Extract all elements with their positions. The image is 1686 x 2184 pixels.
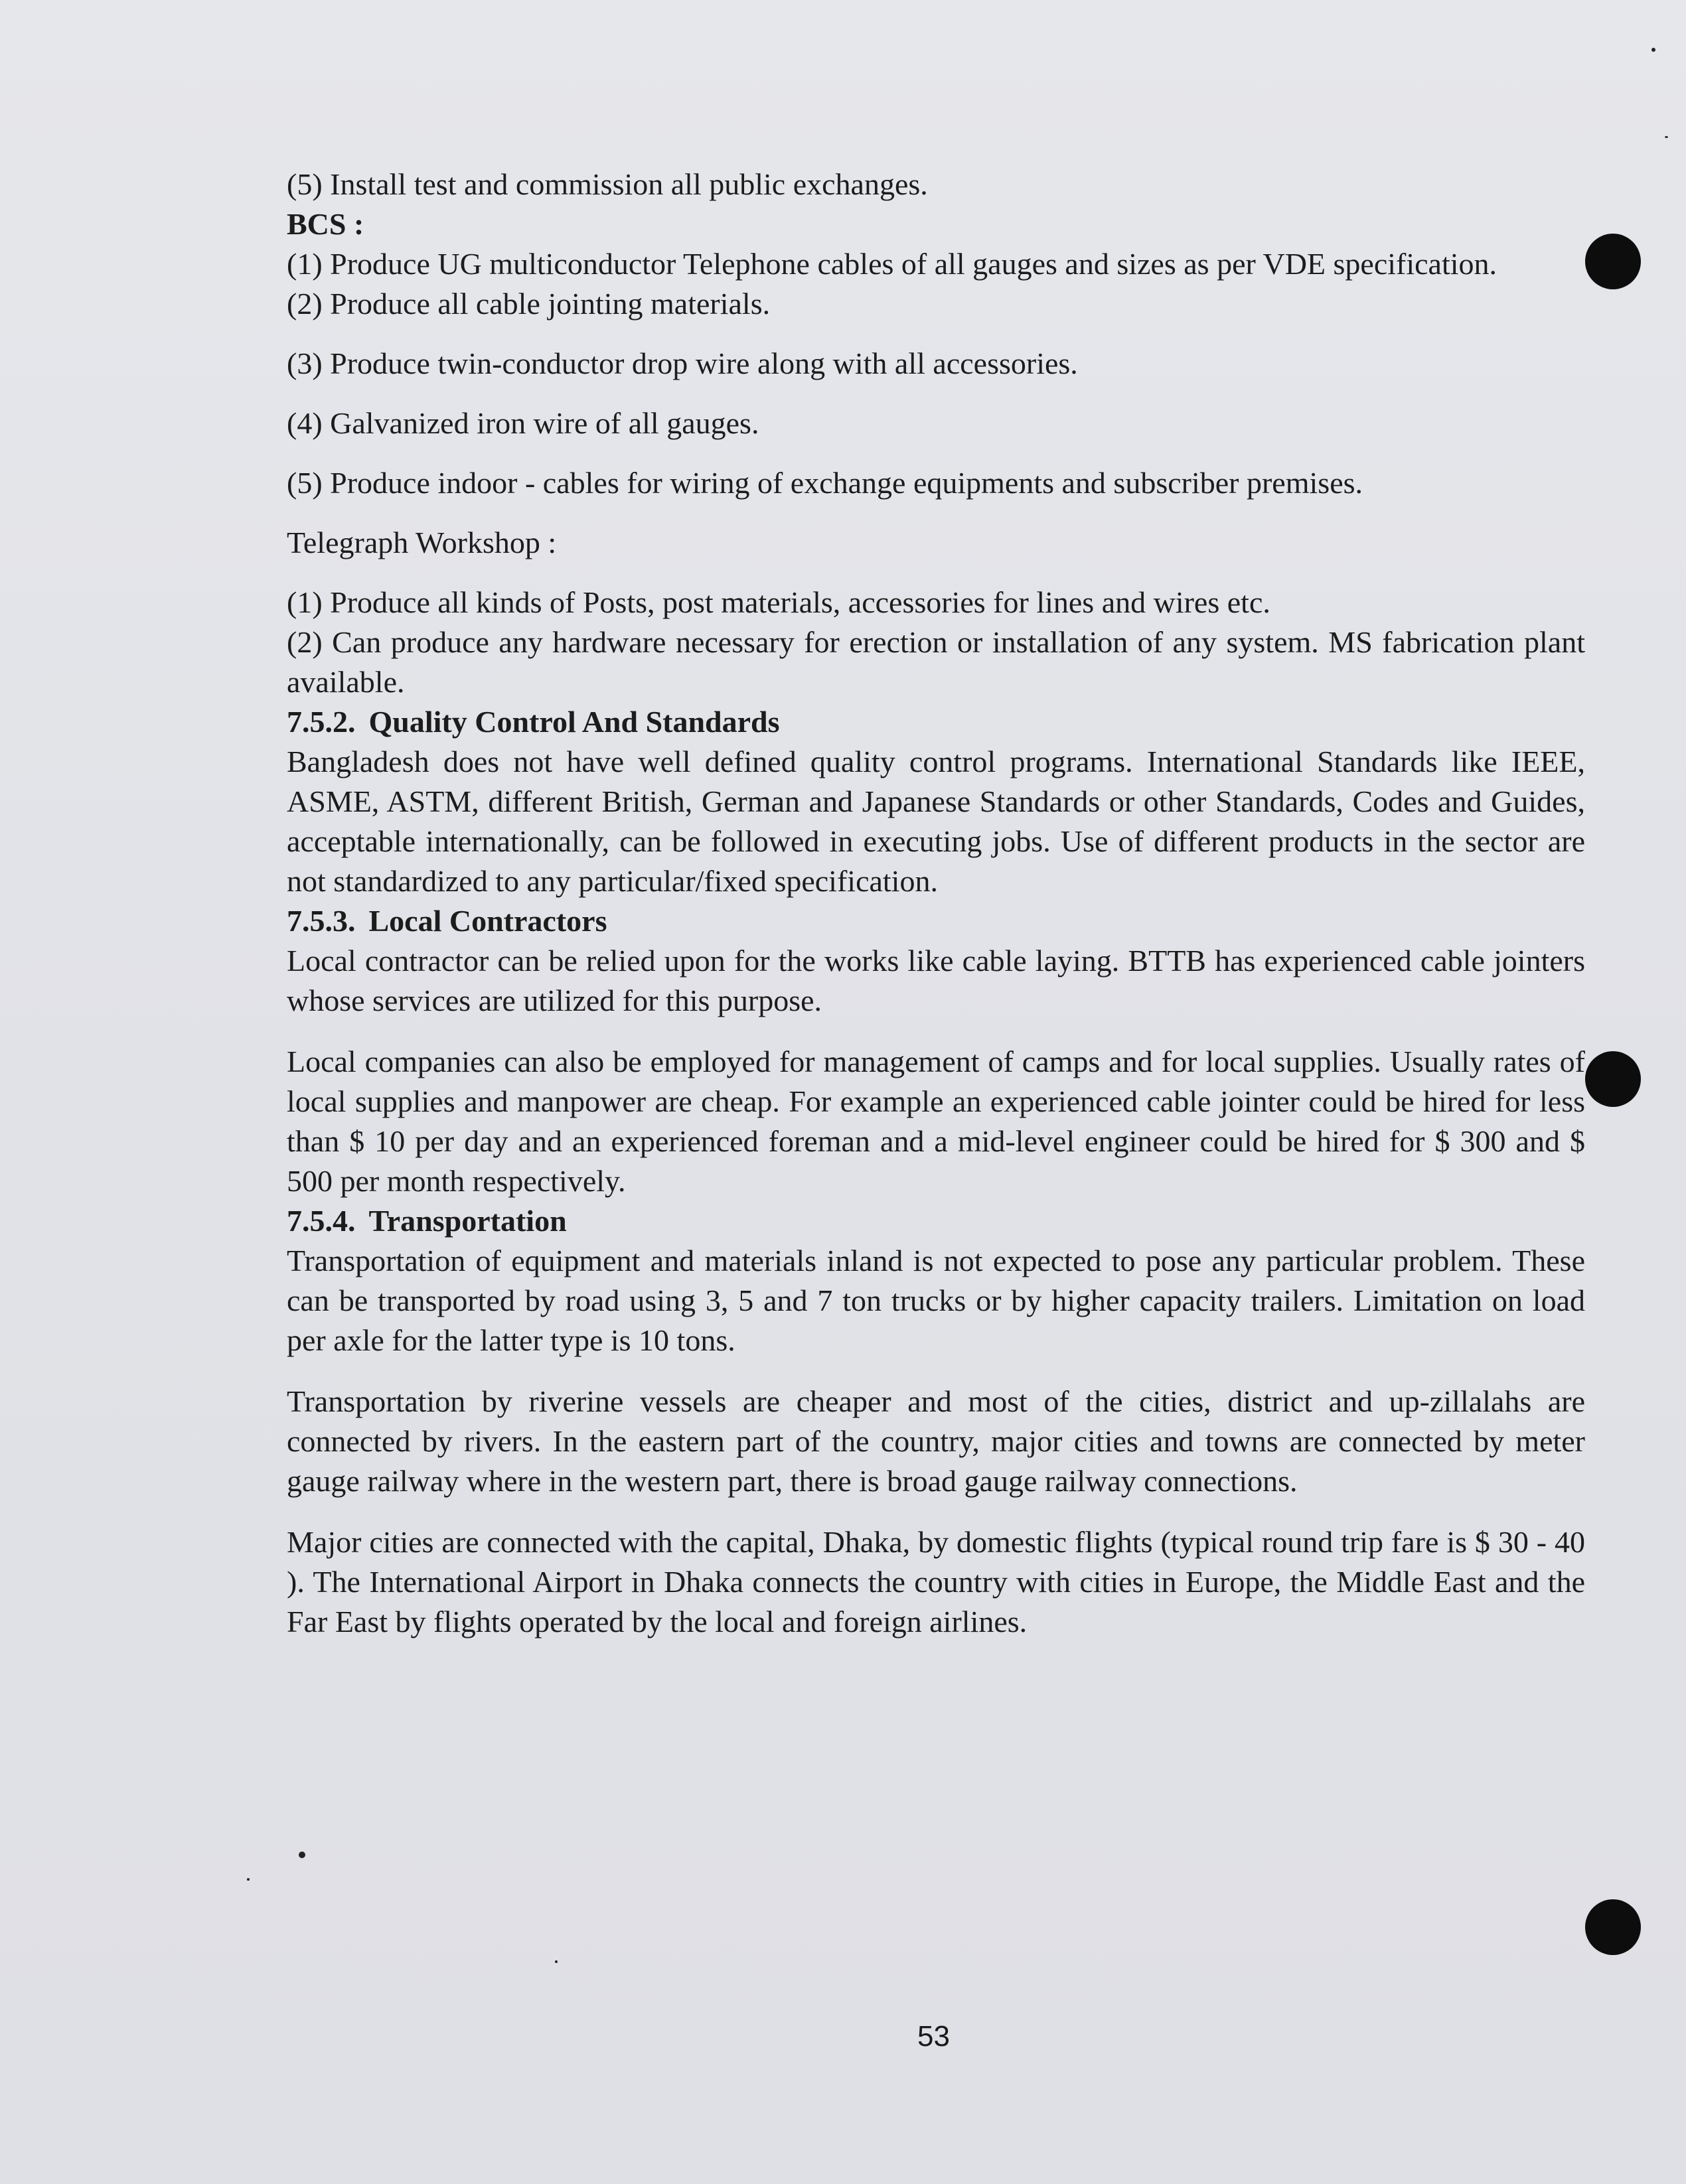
paragraph-local-contractors: Local contractor can be relied upon for the works like cable laying. BTTB has experienced cable jointers whose services are utilized for this purpose. xyxy=(287,944,1585,1017)
binder-hole-bottom xyxy=(1585,1899,1641,1955)
heading-telegraph-workshop: Telegraph Workshop : xyxy=(287,526,557,559)
page-number: 53 xyxy=(917,2020,950,2053)
section-title: Transportation xyxy=(368,1204,567,1238)
section-heading-7-5-2 xyxy=(287,702,1585,742)
section-number: 7.5.4. xyxy=(287,1204,356,1238)
section-number: 7.5.2. xyxy=(287,705,356,739)
paragraph-transport-air: Major cities are connected with the capital, Dhaka, by domestic flights (typical round trip fare is $ 30 - 40 ). The International Airport in Dhaka connects the country with cities in Europe, the Middle East and the Far East by flights operated by the local and foreign airlines. xyxy=(287,1525,1585,1638)
section-heading-7-5-3 xyxy=(287,901,1585,941)
section-number: 7.5.3. xyxy=(287,904,356,938)
section-title: Quality Control And Standards xyxy=(368,705,780,739)
telegraph-item-1: (1) Produce all kinds of Posts, post materials, accessories for lines and wires etc. xyxy=(287,585,1270,619)
section-heading-7-5-4 xyxy=(287,1201,1585,1241)
paragraph-transport-road: Transportation of equipment and materials inland is not expected to pose any particular problem. These can be transported by road using 3, 5 and 7 ton trucks or by higher capacity trailers. Limitation on load per axle for the latter type is 10 tons. xyxy=(287,1244,1585,1357)
bcs-item-5: (5) Produce indoor - cables for wiring of exchange equipments and subscriber premises. xyxy=(287,466,1363,500)
paragraph-local-companies: Local companies can also be employed for management of camps and for local supplies. Usually rates of local supplies and manpower are cheap. For example an experienced cable jointer could be hired for less than $ 10 per day and an experienced foreman and a mid-level engineer could be hired for $ 300 and $ 500 per month respectively. xyxy=(287,1045,1585,1198)
bcs-item-2: (2) Produce all cable jointing materials. xyxy=(287,287,771,321)
paragraph-transport-river: Transportation by riverine vessels are cheaper and most of the cities, district and up-zillalahs are connected by rivers. In the eastern part of the country, major cities and towns are connected by meter gauge railway where in the western part, there is broad gauge railway connections. xyxy=(287,1384,1585,1498)
bcs-item-1: (1) Produce UG multiconductor Telephone cables of all gauges and sizes as per VDE specification. xyxy=(287,247,1497,281)
bcs-item-3: (3) Produce twin-conductor drop wire along with all accessories. xyxy=(287,346,1078,380)
scan-speck xyxy=(1651,48,1655,52)
paragraph-quality-control: Bangladesh does not have well defined quality control programs. International Standards like IEEE, ASME, ASTM, different British, German and Japanese Standards or other Standards, Codes and Guides, acceptable internationally, can be followed in executing jobs. Use of different products in the sector are not standardized to any particular/fixed specification. xyxy=(287,745,1585,898)
scan-speck xyxy=(247,1878,250,1881)
scan-speck xyxy=(1665,136,1668,138)
binder-hole-middle xyxy=(1585,1051,1641,1107)
heading-bcs: BCS : xyxy=(287,207,364,241)
binder-hole-top xyxy=(1585,234,1641,289)
section-title: Local Contractors xyxy=(368,904,607,938)
document-body xyxy=(287,165,1585,1642)
paragraph-install-exchanges: (5) Install test and commission all public exchanges. xyxy=(287,167,928,201)
scan-speck xyxy=(555,1960,558,1963)
telegraph-item-2: (2) Can produce any hardware necessary for erection or installation of any system. MS fabrication plant available. xyxy=(287,625,1585,699)
bcs-item-4: (4) Galvanized iron wire of all gauges. xyxy=(287,406,759,440)
scan-speck xyxy=(299,1852,305,1858)
